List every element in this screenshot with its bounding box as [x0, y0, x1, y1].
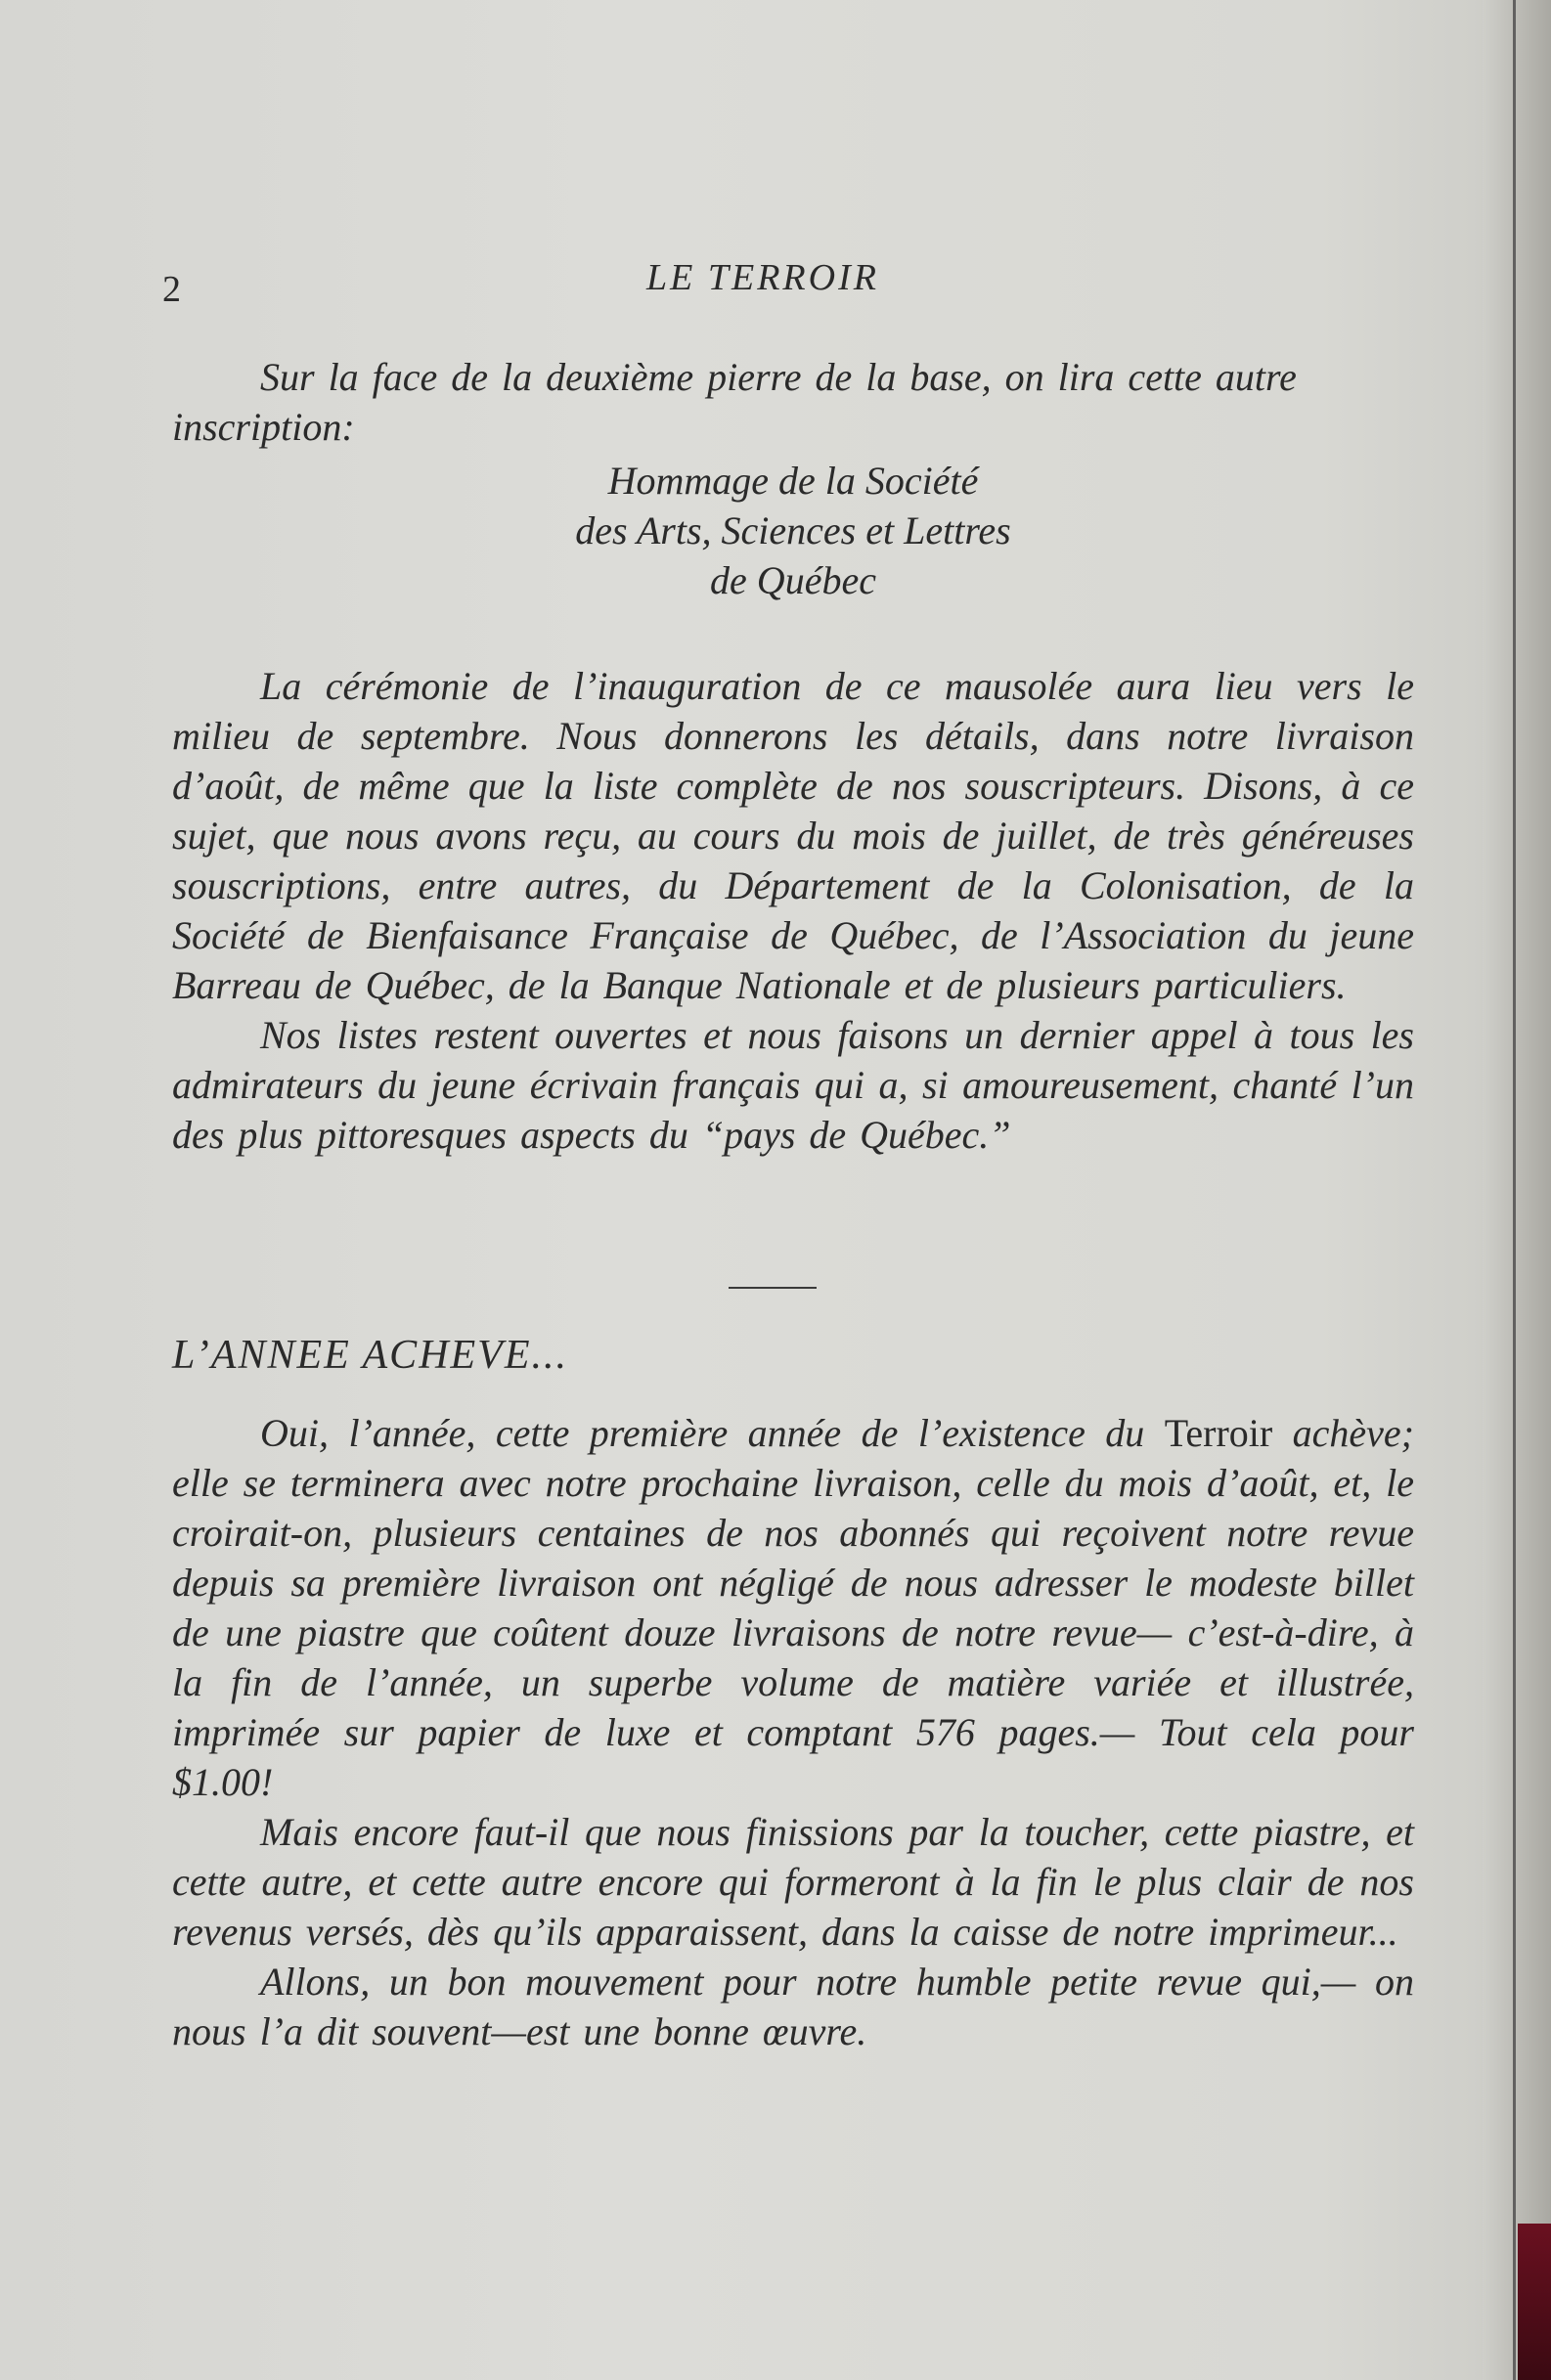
- intro-line-2: inscription:: [172, 405, 355, 449]
- book-spine: [1483, 0, 1551, 2380]
- ceremony-text: [172, 661, 1414, 1160]
- page-header: [0, 256, 1551, 315]
- page-number: 2: [162, 269, 181, 310]
- section-heading: L’ANNEE ACHEVE...: [172, 1333, 568, 1378]
- intro-text: [172, 352, 1414, 452]
- inscription-line-3: de Québec: [710, 558, 876, 602]
- section-paragraph-2: Mais encore faut-il que nous finissions par la toucher, cette piastre, et cette autre, et cette autre encore qui formeront à la fin le plus clair de nos revenus versés, dès qu’ils apparaissent, dans la caisse de notre imprimeur...: [172, 1810, 1414, 1954]
- section-text: [172, 1408, 1414, 2056]
- terroir-title: Terroir: [1164, 1411, 1273, 1455]
- ceremony-paragraph: La cérémonie de l’inauguration de ce mausolée aura lieu vers le milieu de septembre. Nous donnerons les détails, dans notre livraison d’août, de même que la liste complète de nos souscripteurs. Disons, à ce sujet, que nous avons reçu, au cours du mois de juillet, de très généreuses souscriptions, entre autres, du Département de la Colonisation, de la Société de Bienfaisance Française de Québec, de l’Association du jeune Barreau de Québec, de la Banque Nationale et de plusieurs particuliers.: [172, 664, 1414, 1007]
- intro-line-1: Sur la face de la deuxième pierre de la base, on lira cette autre: [260, 355, 1297, 399]
- inscription-line-1: Hommage de la Société: [607, 459, 979, 503]
- running-title: LE TERROIR: [646, 257, 879, 298]
- section-divider: [729, 1287, 817, 1289]
- spine-edge-line: [1513, 0, 1516, 2380]
- cover-edge: [1518, 2224, 1551, 2380]
- appeal-paragraph: Nos listes restent ouvertes et nous faisons un dernier appel à tous les admirateurs du jeune écrivain français qui a, si amoureusement, chanté l’un des plus pittoresques aspects du “pays de Québec.”: [172, 1013, 1414, 1157]
- section-paragraph-3: Allons, un bon mouvement pour notre humble petite revue qui,— on nous l’a dit souvent—est une bonne œuvre.: [172, 1960, 1414, 2053]
- section-paragraph-1: [172, 1408, 1414, 1807]
- inscription-line-2: des Arts, Sciences et Lettres: [575, 508, 1011, 552]
- inscription-block: [172, 456, 1414, 605]
- para1-part2: achève; elle se terminera avec notre prochaine livraison, celle du mois d’août, et, le croirait-on, plusieurs centaines de nos abonnés qui reçoivent notre revue depuis sa première livraison ont négligé de nous adresser le modeste billet de une piastre que coûtent douze livraisons de notre revue— c’est-à-dire, à la fin de l’année, un superbe volume de matière variée et illustrée, imprimée sur papier de luxe et comptant 576 pages.— Tout cela pour $1.00!: [172, 1411, 1414, 1804]
- para1-part1: Oui, l’année, cette première année de l’existence du: [260, 1411, 1165, 1455]
